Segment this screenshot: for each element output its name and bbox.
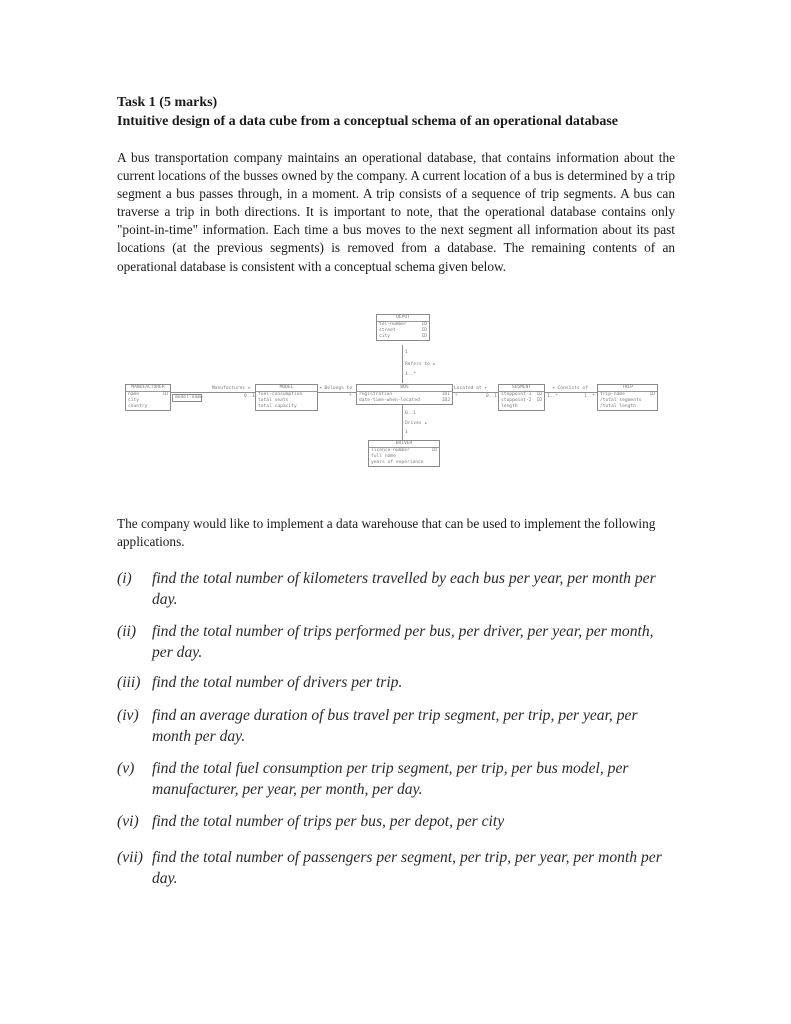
entity-model [255, 384, 318, 411]
attribute: city [128, 398, 140, 403]
attribute: tel-number ID [379, 322, 427, 327]
entity-name: DEPOT [377, 315, 429, 322]
attribute: date-time-when-located ID2 [359, 398, 450, 403]
entity-bus [356, 384, 453, 405]
attribute: stoppoint-1 ID [501, 392, 542, 397]
attribute: name ID [128, 392, 168, 397]
item-text: find the total number of trips performed per bus, per driver, per year, per month, per day. [152, 623, 654, 661]
attribute: trip-name ID [600, 392, 655, 397]
attribute: total seats [258, 398, 289, 403]
applications-lead: The company would like to implement a data warehouse that can be used to implement the following applications. [117, 516, 656, 549]
item-text: find the total fuel consumption per trip segment, per trip, per bus model, per manufacturer, per year, per month, per day. [152, 760, 629, 798]
attribute: years of experience [371, 460, 424, 465]
attribute: /total segments [600, 398, 642, 403]
attribute: street ID [379, 328, 427, 333]
connector-bus-segment [451, 392, 498, 393]
item-number: (iii) [117, 674, 141, 691]
attribute: fuel-consumption [258, 392, 303, 397]
rel-located-label: Located at ▸ [454, 386, 488, 391]
entity-trip [597, 384, 658, 411]
rel-belongs-label: ◂ Belongs to [319, 386, 353, 391]
entity-name: TRIP [598, 385, 657, 392]
rel-refers-cardinality-bus: 1..* [405, 372, 417, 377]
item-text: find the total number of passengers per segment, per trip, per year, per month per day. [152, 849, 662, 887]
attribute: full name [371, 454, 396, 459]
entity-depot [376, 314, 430, 341]
entity-name: DRIVER [369, 441, 439, 448]
item-text: find the total number of kilometers travelled by each bus per year, per month per day. [152, 570, 656, 608]
entity-driver [368, 440, 440, 467]
attribute: total capacity [258, 404, 297, 409]
item-text: find an average duration of bus travel per trip segment, per trip, per year, per month per day. [152, 707, 638, 745]
attribute: city ID [379, 334, 427, 339]
item-number: (v) [117, 760, 135, 777]
rel-located-cardinality-segment: 0..1 [486, 394, 498, 399]
connector-depot-bus [402, 345, 403, 383]
item-number: (i) [117, 570, 132, 587]
attribute: stoppoint-2 ID [501, 398, 542, 403]
connector-bus-driver [402, 404, 403, 440]
entity-manufacturer [125, 384, 171, 411]
entity-name: BUS [357, 385, 452, 392]
entity-name: SEGMENT [499, 385, 544, 392]
item-number: (ii) [117, 623, 137, 640]
attribute: length [501, 404, 518, 409]
item-number: (vi) [117, 813, 139, 830]
entity-name: MANUFACTURER [126, 385, 170, 392]
rel-drives-cardinality-driver: 1 [405, 430, 408, 435]
connector-segment-trip [543, 392, 597, 393]
task-subtitle: Intuitive design of a data cube from a conceptual schema of an operational database [117, 114, 619, 129]
rel-manufactures-label: Manufactures ▸ [212, 386, 251, 391]
item-text: find the total number of trips per bus, per depot, per city [152, 813, 505, 830]
rel-consists-cardinality-trip: 1..* [584, 394, 596, 399]
task-title: Task 1 (5 marks) [117, 95, 218, 110]
rel-drives-cardinality-bus: 0..1 [405, 411, 417, 416]
rel-refers-label: Refers to ▴ [405, 362, 436, 367]
item-number: (iv) [117, 707, 139, 724]
rel-consists-cardinality-segment: 1..* [547, 394, 559, 399]
rel-belongs-cardinality: * [349, 394, 352, 399]
item-number: (vii) [117, 849, 143, 866]
attribute: model-name [175, 395, 203, 400]
item-text: find the total number of drivers per trip. [152, 674, 403, 691]
connector-model-bus [316, 392, 356, 393]
entity-model-name-box [172, 394, 202, 402]
rel-drives-label: Drives ▴ [405, 421, 428, 426]
entity-name: MODEL [256, 385, 317, 392]
rel-located-cardinality-bus: * [455, 394, 458, 399]
attribute: country [128, 404, 148, 409]
attribute: licence-number ID [371, 448, 437, 453]
rel-consists-label: ◂ Consists of [552, 386, 588, 391]
attribute: /total length [600, 404, 636, 409]
rel-refers-cardinality-depot: 1 [405, 350, 408, 355]
entity-segment [498, 384, 545, 411]
intro-paragraph: A bus transportation company maintains an operational database, that contains information about the current locations of the busses owned by the company. A current location of a bus is determined by a trip segment a bus passes through, in a moment. A trip consists of a sequence of trip segments. A bus can traverse a trip in both directions. It is important to note, that the operational database contains only "point-in-time" information. Each time a bus moves to the next segment all information about its past locations (at the previous segments) is removed from a database. The remaining contents of an operational database is consistent with a conceptual schema given below. [117, 150, 675, 274]
conceptual-schema-diagram [100, 300, 700, 480]
rel-manufactures-cardinality: 0..1 [244, 394, 256, 399]
attribute: registration ID1 [359, 392, 450, 397]
